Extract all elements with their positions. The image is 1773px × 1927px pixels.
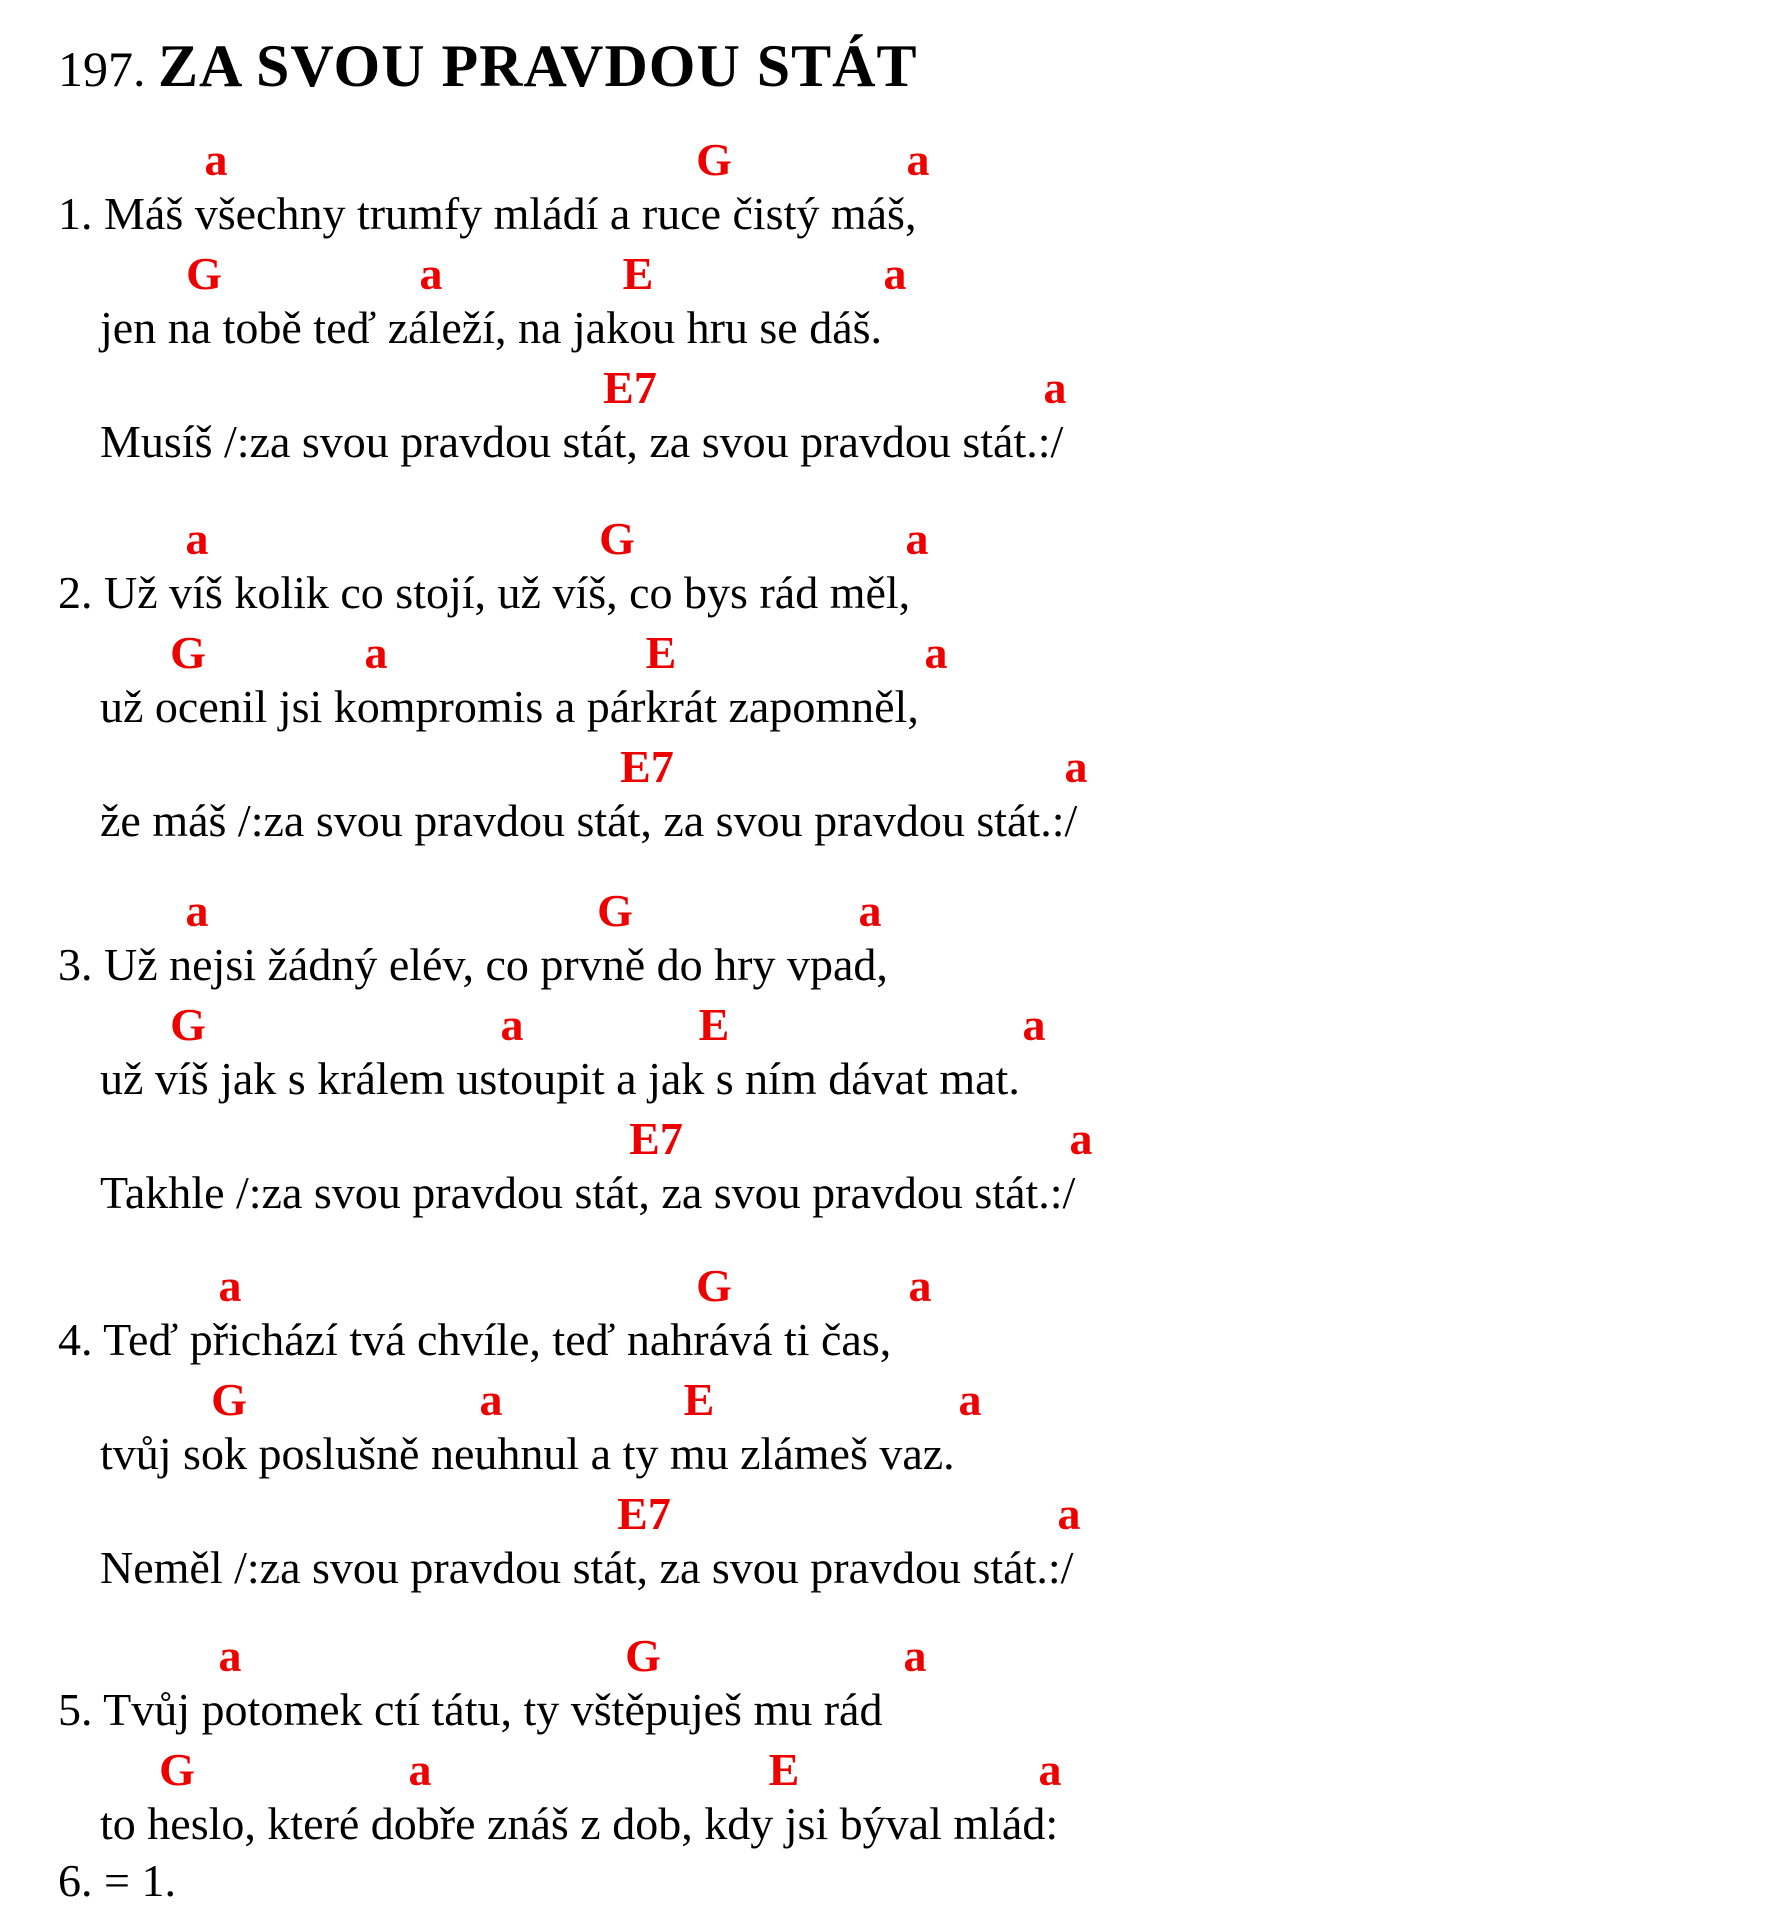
chord-a: a [419,248,443,299]
lyric-line: už ocenil jsi kompromis a párkrát zapomněl, [100,681,919,732]
chord-a: a [1038,1744,1062,1795]
chord-a: a [958,1374,982,1425]
chord-G: G [211,1374,247,1425]
chord-row [0,242,1773,299]
verse-4 [0,1254,1773,1596]
chord-a: a [185,885,209,936]
chord-row [0,1254,1773,1311]
chord-a: a [1022,999,1046,1050]
chord-row [0,1368,1773,1425]
chord-row [0,621,1773,678]
chord-G: G [159,1744,195,1795]
chord-row [0,735,1773,792]
chord-G: G [170,627,206,678]
song-title: ZA SVOU PRAVDOU STÁT [158,33,918,99]
chord-row [0,993,1773,1050]
chord-G: G [625,1630,661,1681]
chord-E: E [622,248,654,299]
verse-1 [0,128,1773,470]
chord-G: G [599,513,635,564]
chord-a: a [883,248,907,299]
chord-row [0,507,1773,564]
verse-2 [0,507,1773,849]
chord-E7: E7 [603,362,657,413]
chord-a: a [1064,741,1088,792]
chord-G: G [186,248,222,299]
chord-a: a [479,1374,503,1425]
lyric-line: že máš /:za svou pravdou stát, za svou pravdou stát.:/ [100,795,1078,846]
chord-E7: E7 [620,741,674,792]
chord-row [0,879,1773,936]
chord-E7: E7 [617,1488,671,1539]
chord-a: a [908,1260,932,1311]
final-verse-reference: 6. = 1. [58,1855,176,1906]
lyric-line: 1. Máš všechny trumfy mládí a ruce čistý máš, [58,188,917,239]
chord-E: E [645,627,677,678]
chord-G: G [696,134,732,185]
lyric-line: 5. Tvůj potomek ctí tátu, ty vštěpuješ mu rád [58,1684,883,1735]
chord-a: a [905,513,929,564]
chord-row [0,1107,1773,1164]
chord-a: a [364,627,388,678]
verses-container [0,128,1773,1852]
chord-row [0,128,1773,185]
verse-5 [0,1624,1773,1852]
chord-row [0,1482,1773,1539]
lyric-line: 3. Už nejsi žádný elév, co prvně do hry vpad, [58,939,888,990]
lyric-line: Takhle /:za svou pravdou stát, za svou pravdou stát.:/ [100,1167,1076,1218]
chord-a: a [218,1630,242,1681]
lyric-line: už víš jak s králem ustoupit a jak s ním dávat mat. [100,1053,1020,1104]
chord-G: G [170,999,206,1050]
lyric-line: to heslo, které dobře znáš z dob, kdy jsi býval mlád: [100,1798,1059,1849]
chord-a: a [185,513,209,564]
verse-3 [0,879,1773,1221]
chord-G: G [597,885,633,936]
song-number: 197. [58,41,158,97]
chord-E: E [698,999,730,1050]
chord-a: a [906,134,930,185]
chord-row [0,356,1773,413]
chord-a: a [500,999,524,1050]
title-line [0,0,1773,102]
lyric-line: jen na tobě teď záleží, na jakou hru se dáš. [100,302,883,353]
chord-a: a [1069,1113,1093,1164]
chord-a: a [408,1744,432,1795]
chord-a: a [903,1630,927,1681]
chord-E7: E7 [629,1113,683,1164]
lyric-line: 2. Už víš kolik co stojí, už víš, co bys rád měl, [58,567,911,618]
chord-G: G [696,1260,732,1311]
chord-E: E [768,1744,800,1795]
chord-row [0,1738,1773,1795]
chord-a: a [1043,362,1067,413]
lyric-line: 4. Teď přichází tvá chvíle, teď nahrává ti čas, [58,1314,892,1365]
chord-a: a [1057,1488,1081,1539]
lyric-line: tvůj sok poslušně neuhnul a ty mu zlámeš vaz. [100,1428,955,1479]
chord-a: a [858,885,882,936]
chord-a: a [218,1260,242,1311]
lyric-line: Neměl /:za svou pravdou stát, za svou pravdou stát.:/ [100,1542,1074,1593]
chord-a: a [924,627,948,678]
chord-E: E [683,1374,715,1425]
chord-row [0,1624,1773,1681]
lyric-line: Musíš /:za svou pravdou stát, za svou pravdou stát.:/ [100,416,1064,467]
chord-a: a [204,134,228,185]
